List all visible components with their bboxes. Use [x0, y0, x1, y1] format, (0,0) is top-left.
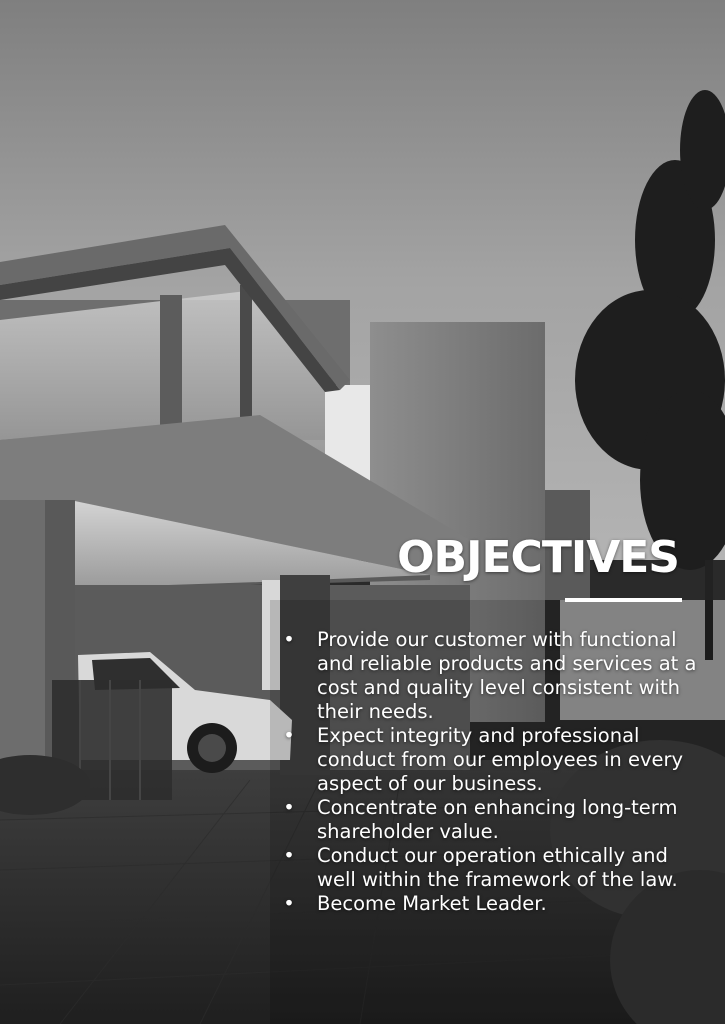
list-item [283, 892, 703, 916]
list-item [283, 844, 703, 892]
objective-text: Conduct our operation ethically and well within the framework of the law. [317, 844, 678, 891]
left-column [0, 500, 50, 770]
list-item [283, 724, 703, 796]
objective-text: Concentrate on enhancing long-term shareholder value. [317, 796, 678, 843]
bullet-icon: • [283, 724, 295, 747]
bullet-icon: • [283, 628, 295, 651]
title-underline [565, 598, 682, 602]
objectives-list [283, 628, 703, 916]
page-title: OBJECTIVES [397, 532, 679, 583]
list-item [283, 796, 703, 844]
bullet-icon: • [283, 796, 295, 819]
list-item [283, 628, 703, 724]
bullet-icon: • [283, 892, 295, 915]
bullet-icon: • [283, 844, 295, 867]
objective-text: Provide our customer with functional and reliable products and services at a cost and quality level consistent with their needs. [317, 628, 697, 723]
objective-text: Expect integrity and professional conduct from our employees in every aspect of our business. [317, 724, 684, 795]
objective-text: Become Market Leader. [317, 892, 547, 915]
